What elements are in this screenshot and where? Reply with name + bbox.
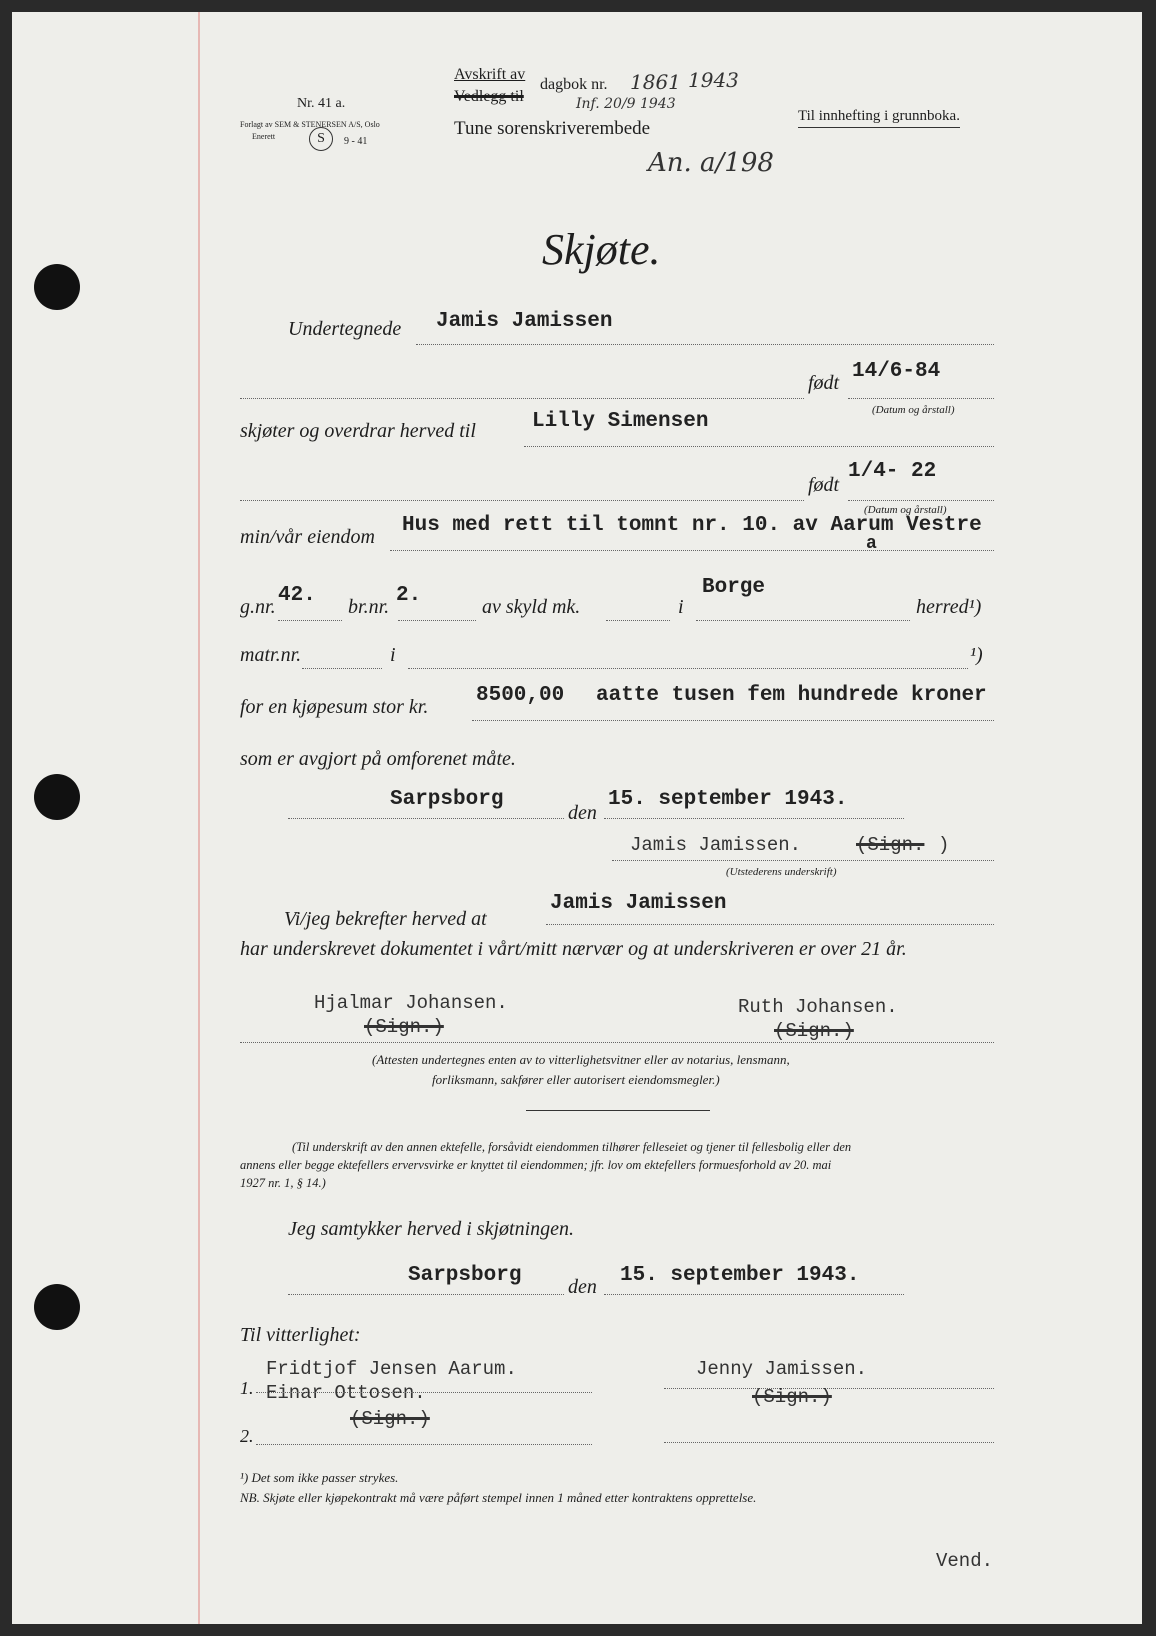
- vitterlighet-line-1: [256, 1392, 592, 1393]
- witness-left-name: Hjalmar Johansen.: [314, 992, 508, 1014]
- vend-text: Vend.: [936, 1550, 994, 1572]
- spouse-note-2: annens eller begge ektefellers ervervsvirke er knyttet til eiendommen; jfr. lov om ektefellers formuesforhold av 20. mai: [240, 1158, 832, 1172]
- publisher-line: Forlagt av SEM & STENERSEN A/S, Oslo: [240, 120, 380, 129]
- born1-line: [848, 398, 994, 399]
- vitterlighet-num-2: 2.: [240, 1426, 254, 1446]
- born2-line: [848, 500, 994, 501]
- property-line: [390, 550, 994, 551]
- skyld-i-label: i: [678, 596, 684, 618]
- brnr-line: [398, 620, 476, 621]
- vitterlighet-witness-2: Einar Ottosen.: [266, 1382, 426, 1404]
- den-1: den: [568, 802, 597, 824]
- born2-hint: (Datum og årstall): [864, 504, 947, 516]
- vitterlighet-num-1: 1.: [240, 1378, 254, 1398]
- confirm-label: Vi/jeg bekrefter herved at: [284, 908, 487, 930]
- vitterlighet-witness-2-sign: (Sign.): [350, 1408, 430, 1430]
- born1-label: født: [808, 372, 840, 394]
- dagbok-year: 1943: [688, 68, 739, 92]
- gnr-label: g.nr.: [240, 596, 276, 618]
- issuer-sign-close: ): [938, 834, 950, 856]
- spouse-note-3: 1927 nr. 1, § 14.): [240, 1176, 326, 1190]
- matr-label: matr.nr.: [240, 644, 302, 666]
- issuer-line: [612, 860, 994, 861]
- matr-suffix: ¹): [970, 644, 983, 666]
- date-1: 15. september 1943.: [608, 788, 848, 811]
- born1-line-left: [240, 398, 804, 399]
- document-title: Skjøte.: [542, 225, 661, 274]
- place-2: Sarpsborg: [408, 1264, 522, 1287]
- matr-place-line: [408, 668, 968, 669]
- edition-text: 9 - 41: [344, 136, 368, 147]
- skyld-label: av skyld mk.: [482, 596, 581, 618]
- vitterlighet-line-2: [256, 1444, 592, 1445]
- witness-left-sign: (Sign.): [364, 1016, 444, 1038]
- transfer-label: skjøter og overdrar herved til: [240, 420, 476, 442]
- born2-label: født: [808, 474, 840, 496]
- witness-note-2: forliksmann, sakfører eller autorisert eiendomsmegler.): [432, 1072, 720, 1087]
- margin-rule: [198, 12, 200, 1624]
- issuer-caption: (Utstederens underskrift): [726, 866, 837, 878]
- separator-rule: [526, 1110, 710, 1111]
- dagbok-date-note: Inf. 20/9 1943: [576, 96, 676, 112]
- born1-value: 14/6-84: [852, 360, 941, 383]
- born2-line-left: [240, 500, 804, 501]
- price-line: [472, 720, 994, 721]
- office-name: Tune sorenskriverembede: [454, 118, 651, 139]
- brnr-label: br.nr.: [348, 596, 390, 618]
- confirm-line2: har underskrevet dokumentet i vårt/mitt nærvær og at underskriveren er over 21 år.: [240, 938, 907, 960]
- witness-right-sign: (Sign.): [774, 1020, 854, 1042]
- price-label: for en kjøpesum stor kr.: [240, 696, 429, 718]
- issuer-name: Jamis Jamissen.: [630, 834, 802, 856]
- witness-line: [240, 1042, 994, 1043]
- skyld-place-line: [696, 620, 910, 621]
- transfer-line: [524, 446, 994, 447]
- skyld-suffix: herred¹): [916, 596, 982, 618]
- undersigned-value: Jamis Jamissen: [436, 310, 613, 333]
- skyld-line: [606, 620, 670, 621]
- transfer-value: Lilly Simensen: [532, 410, 709, 433]
- skyld-place: Borge: [702, 576, 766, 599]
- born2-value: 1/4- 22: [848, 460, 937, 483]
- den-2: den: [568, 1276, 597, 1298]
- vitterlighet-label: Til vitterlighet:: [240, 1324, 361, 1346]
- place-2-line: [288, 1294, 564, 1295]
- publisher-logo: S: [309, 127, 333, 151]
- matr-line: [302, 668, 382, 669]
- witness-note-1: (Attesten undertegnes enten av to vitterlighetsvitner eller av notarius, lensmann,: [372, 1052, 790, 1067]
- property-value: Hus med rett til tomnt nr. 10. av Aarum Vestre: [402, 514, 982, 537]
- grunnbok-note: Til innhefting i grunnboka.: [798, 108, 960, 128]
- undersigned-label: Undertegnede: [288, 318, 402, 340]
- avskrift-label: Avskrift av: [454, 66, 526, 83]
- consent-text: Jeg samtykker herved i skjøtningen.: [288, 1218, 575, 1240]
- vedlegg-label: Vedlegg til: [454, 88, 524, 105]
- date-2-line: [604, 1294, 904, 1295]
- date-2: 15. september 1943.: [620, 1264, 860, 1287]
- form-number: Nr. 41 a.: [297, 96, 346, 111]
- confirm-line: [546, 924, 994, 925]
- dagbok-number: 1861: [630, 70, 681, 94]
- rights-text: Enerett: [252, 132, 276, 141]
- price-words: aatte tusen fem hundrede kroner: [596, 684, 987, 707]
- punch-hole-bottom: [34, 1284, 80, 1330]
- place-1: Sarpsborg: [390, 788, 504, 811]
- born1-hint: (Datum og årstall): [872, 404, 955, 416]
- spouse-sign: (Sign.): [752, 1386, 832, 1408]
- settled-text: som er avgjort på omforenet måte.: [240, 748, 516, 770]
- punch-hole-middle: [34, 774, 80, 820]
- footnote-1: ¹) Det som ikke passer strykes.: [240, 1470, 399, 1485]
- property-value-cont: a: [866, 534, 877, 554]
- spouse-name: Jenny Jamissen.: [696, 1358, 868, 1380]
- gnr-line: [278, 620, 342, 621]
- spouse-note-1: (Til underskrift av den annen ektefelle, forsåvidt eiendommen tilhører felleseiet og tjener til fellesbolig eller den: [292, 1140, 852, 1154]
- document-page: [12, 12, 1142, 1624]
- brnr-value: 2.: [396, 584, 422, 607]
- spouse-line-2: [664, 1442, 994, 1443]
- dagbok-label: dagbok nr.: [540, 76, 608, 93]
- archive-reference: An. a/198: [648, 148, 774, 178]
- punch-hole-top: [34, 264, 80, 310]
- matr-i-label: i: [390, 644, 396, 666]
- price-amount: 8500,00: [476, 684, 565, 707]
- witness-right-name: Ruth Johansen.: [738, 996, 898, 1018]
- property-label: min/vår eiendom: [240, 526, 375, 548]
- gnr-value: 42.: [278, 584, 316, 607]
- issuer-sign: (Sign.: [856, 834, 925, 856]
- footnote-2: NB. Skjøte eller kjøpekontrakt må være påført stempel innen 1 måned etter kontraktens opprettelse.: [240, 1490, 757, 1505]
- date-1-line: [604, 818, 904, 819]
- confirm-value: Jamis Jamissen: [550, 892, 727, 915]
- undersigned-line: [416, 344, 994, 345]
- vitterlighet-witness-1: Fridtjof Jensen Aarum.: [266, 1358, 517, 1380]
- place-1-line: [288, 818, 564, 819]
